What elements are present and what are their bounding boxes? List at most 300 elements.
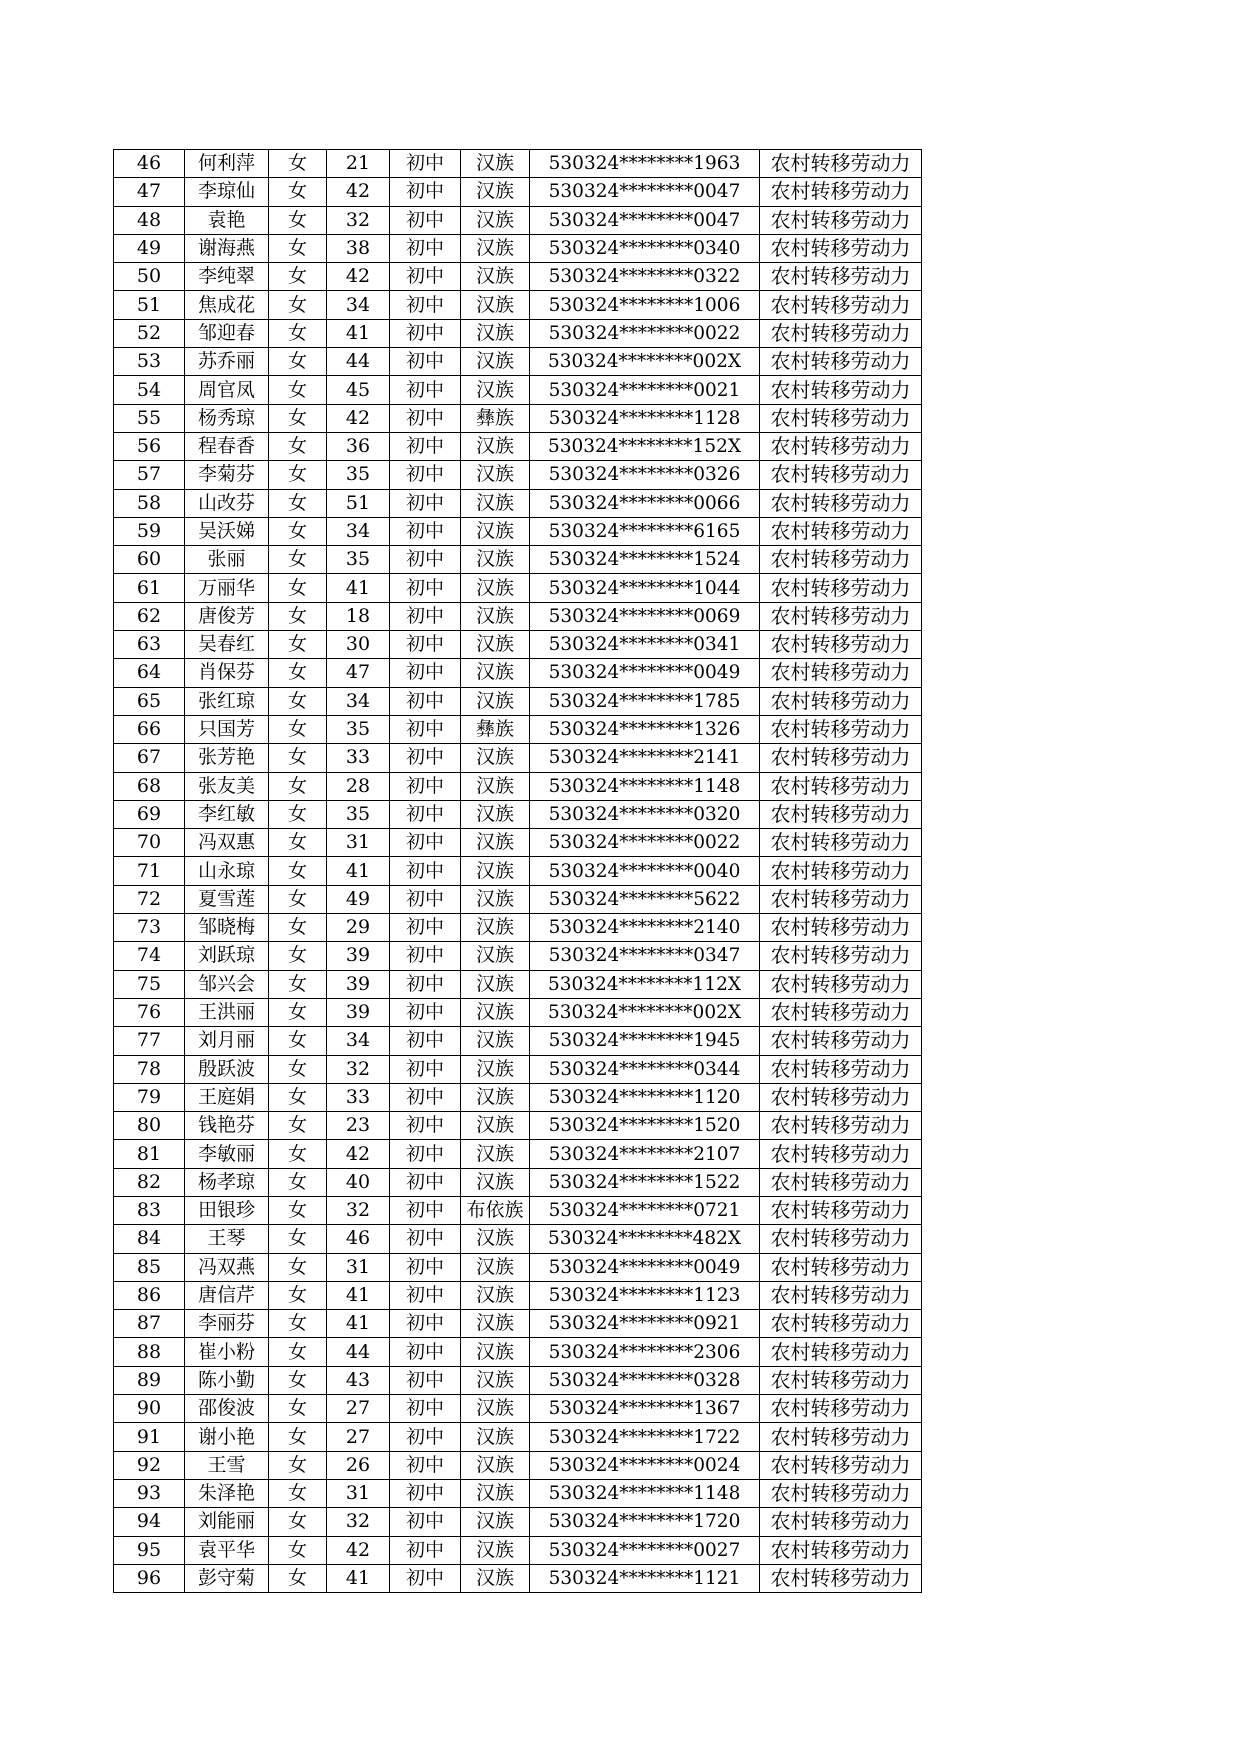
table-row	[114, 461, 922, 489]
name-cell: 邹迎春	[185, 319, 269, 347]
category-cell: 农村转移劳动力	[760, 1253, 922, 1281]
gender-cell: 女	[269, 914, 327, 942]
name-cell: 李纯翠	[185, 263, 269, 291]
table-row	[114, 1508, 922, 1536]
table-row	[114, 942, 922, 970]
education-cell: 初中	[390, 574, 461, 602]
table-row	[114, 1423, 922, 1451]
row-number-cell: 90	[114, 1395, 185, 1423]
name-cell: 万丽华	[185, 574, 269, 602]
name-cell: 山改芬	[185, 489, 269, 517]
name-cell: 唐俊芳	[185, 602, 269, 630]
table-row	[114, 1310, 922, 1338]
category-cell: 农村转移劳动力	[760, 857, 922, 885]
row-number-cell: 94	[114, 1508, 185, 1536]
category-cell: 农村转移劳动力	[760, 348, 922, 376]
table-row	[114, 574, 922, 602]
ethnicity-cell: 汉族	[461, 1338, 530, 1366]
education-cell: 初中	[390, 517, 461, 545]
gender-cell: 女	[269, 1196, 327, 1224]
gender-cell: 女	[269, 885, 327, 913]
name-cell: 王洪丽	[185, 998, 269, 1026]
id-number-cell: 530324********1963	[530, 150, 760, 178]
name-cell: 李丽芬	[185, 1310, 269, 1338]
education-cell: 初中	[390, 829, 461, 857]
table-row	[114, 1281, 922, 1309]
ethnicity-cell: 汉族	[461, 1479, 530, 1507]
table-row	[114, 1564, 922, 1592]
age-cell: 32	[327, 1508, 390, 1536]
row-number-cell: 61	[114, 574, 185, 602]
ethnicity-cell: 汉族	[461, 546, 530, 574]
table-row	[114, 546, 922, 574]
gender-cell: 女	[269, 942, 327, 970]
category-cell: 农村转移劳动力	[760, 178, 922, 206]
ethnicity-cell: 汉族	[461, 348, 530, 376]
id-number-cell: 530324********2140	[530, 914, 760, 942]
row-number-cell: 64	[114, 659, 185, 687]
ethnicity-cell: 汉族	[461, 1083, 530, 1111]
gender-cell: 女	[269, 715, 327, 743]
name-cell: 冯双惠	[185, 829, 269, 857]
category-cell: 农村转移劳动力	[760, 1083, 922, 1111]
age-cell: 32	[327, 206, 390, 234]
id-number-cell: 530324********0344	[530, 1055, 760, 1083]
ethnicity-cell: 汉族	[461, 857, 530, 885]
category-cell: 农村转移劳动力	[760, 517, 922, 545]
id-number-cell: 530324********1326	[530, 715, 760, 743]
name-cell: 朱泽艳	[185, 1479, 269, 1507]
gender-cell: 女	[269, 348, 327, 376]
table-row	[114, 914, 922, 942]
education-cell: 初中	[390, 461, 461, 489]
table-row	[114, 1451, 922, 1479]
ethnicity-cell: 汉族	[461, 602, 530, 630]
age-cell: 41	[327, 574, 390, 602]
category-cell: 农村转移劳动力	[760, 234, 922, 262]
table-row	[114, 1338, 922, 1366]
table-row	[114, 1395, 922, 1423]
row-number-cell: 91	[114, 1423, 185, 1451]
age-cell: 44	[327, 1338, 390, 1366]
category-cell: 农村转移劳动力	[760, 942, 922, 970]
ethnicity-cell: 布依族	[461, 1196, 530, 1224]
age-cell: 33	[327, 1083, 390, 1111]
gender-cell: 女	[269, 1310, 327, 1338]
category-cell: 农村转移劳动力	[760, 602, 922, 630]
ethnicity-cell: 汉族	[461, 319, 530, 347]
table-row	[114, 1140, 922, 1168]
education-cell: 初中	[390, 1225, 461, 1253]
education-cell: 初中	[390, 744, 461, 772]
gender-cell: 女	[269, 206, 327, 234]
ethnicity-cell: 汉族	[461, 234, 530, 262]
age-cell: 47	[327, 659, 390, 687]
row-number-cell: 79	[114, 1083, 185, 1111]
age-cell: 32	[327, 1196, 390, 1224]
table-row	[114, 1225, 922, 1253]
category-cell: 农村转移劳动力	[760, 461, 922, 489]
age-cell: 35	[327, 715, 390, 743]
age-cell: 34	[327, 687, 390, 715]
name-cell: 袁平华	[185, 1536, 269, 1564]
id-number-cell: 530324********0921	[530, 1310, 760, 1338]
id-number-cell: 530324********2107	[530, 1140, 760, 1168]
name-cell: 谢小艳	[185, 1423, 269, 1451]
table-row	[114, 234, 922, 262]
table-row	[114, 348, 922, 376]
name-cell: 李琼仙	[185, 178, 269, 206]
row-number-cell: 59	[114, 517, 185, 545]
ethnicity-cell: 汉族	[461, 263, 530, 291]
age-cell: 42	[327, 1140, 390, 1168]
id-number-cell: 530324********0049	[530, 659, 760, 687]
gender-cell: 女	[269, 744, 327, 772]
ethnicity-cell: 汉族	[461, 461, 530, 489]
category-cell: 农村转移劳动力	[760, 404, 922, 432]
name-cell: 何利萍	[185, 150, 269, 178]
age-cell: 34	[327, 517, 390, 545]
id-number-cell: 530324********1367	[530, 1395, 760, 1423]
name-cell: 邹晓梅	[185, 914, 269, 942]
category-cell: 农村转移劳动力	[760, 1310, 922, 1338]
row-number-cell: 62	[114, 602, 185, 630]
ethnicity-cell: 汉族	[461, 517, 530, 545]
category-cell: 农村转移劳动力	[760, 715, 922, 743]
education-cell: 初中	[390, 348, 461, 376]
education-cell: 初中	[390, 800, 461, 828]
table-row	[114, 1196, 922, 1224]
gender-cell: 女	[269, 376, 327, 404]
id-number-cell: 530324********1006	[530, 291, 760, 319]
name-cell: 李红敏	[185, 800, 269, 828]
category-cell: 农村转移劳动力	[760, 1338, 922, 1366]
education-cell: 初中	[390, 1479, 461, 1507]
table-row	[114, 602, 922, 630]
category-cell: 农村转移劳动力	[760, 1168, 922, 1196]
education-cell: 初中	[390, 1536, 461, 1564]
ethnicity-cell: 汉族	[461, 1451, 530, 1479]
ethnicity-cell: 汉族	[461, 178, 530, 206]
age-cell: 49	[327, 885, 390, 913]
education-cell: 初中	[390, 1083, 461, 1111]
name-cell: 刘跃琼	[185, 942, 269, 970]
table-row	[114, 744, 922, 772]
gender-cell: 女	[269, 517, 327, 545]
category-cell: 农村转移劳动力	[760, 432, 922, 460]
row-number-cell: 88	[114, 1338, 185, 1366]
id-number-cell: 530324********0721	[530, 1196, 760, 1224]
age-cell: 31	[327, 829, 390, 857]
id-number-cell: 530324********0328	[530, 1366, 760, 1394]
id-number-cell: 530324********2306	[530, 1338, 760, 1366]
ethnicity-cell: 汉族	[461, 631, 530, 659]
name-cell: 陈小勤	[185, 1366, 269, 1394]
category-cell: 农村转移劳动力	[760, 263, 922, 291]
id-number-cell: 530324********1520	[530, 1112, 760, 1140]
id-number-cell: 530324********6165	[530, 517, 760, 545]
row-number-cell: 51	[114, 291, 185, 319]
category-cell: 农村转移劳动力	[760, 1536, 922, 1564]
education-cell: 初中	[390, 234, 461, 262]
category-cell: 农村转移劳动力	[760, 914, 922, 942]
education-cell: 初中	[390, 178, 461, 206]
table-row	[114, 857, 922, 885]
age-cell: 39	[327, 998, 390, 1026]
ethnicity-cell: 汉族	[461, 1253, 530, 1281]
table-row	[114, 432, 922, 460]
row-number-cell: 69	[114, 800, 185, 828]
ethnicity-cell: 汉族	[461, 291, 530, 319]
education-cell: 初中	[390, 1366, 461, 1394]
id-number-cell: 530324********5622	[530, 885, 760, 913]
id-number-cell: 530324********1128	[530, 404, 760, 432]
table-row	[114, 659, 922, 687]
gender-cell: 女	[269, 602, 327, 630]
age-cell: 42	[327, 178, 390, 206]
category-cell: 农村转移劳动力	[760, 291, 922, 319]
ethnicity-cell: 汉族	[461, 914, 530, 942]
gender-cell: 女	[269, 772, 327, 800]
gender-cell: 女	[269, 1366, 327, 1394]
table-row	[114, 687, 922, 715]
age-cell: 39	[327, 942, 390, 970]
age-cell: 42	[327, 263, 390, 291]
row-number-cell: 53	[114, 348, 185, 376]
table-row	[114, 517, 922, 545]
gender-cell: 女	[269, 1225, 327, 1253]
category-cell: 农村转移劳动力	[760, 1055, 922, 1083]
gender-cell: 女	[269, 829, 327, 857]
category-cell: 农村转移劳动力	[760, 1140, 922, 1168]
ethnicity-cell: 汉族	[461, 1508, 530, 1536]
name-cell: 唐信芹	[185, 1281, 269, 1309]
row-number-cell: 73	[114, 914, 185, 942]
age-cell: 39	[327, 970, 390, 998]
name-cell: 李菊芬	[185, 461, 269, 489]
ethnicity-cell: 汉族	[461, 1168, 530, 1196]
row-number-cell: 54	[114, 376, 185, 404]
table-row	[114, 489, 922, 517]
id-number-cell: 530324********0022	[530, 319, 760, 347]
table-row	[114, 800, 922, 828]
name-cell: 山永琼	[185, 857, 269, 885]
category-cell: 农村转移劳动力	[760, 1508, 922, 1536]
table-row	[114, 1027, 922, 1055]
id-number-cell: 530324********0069	[530, 602, 760, 630]
table-row	[114, 1055, 922, 1083]
age-cell: 35	[327, 461, 390, 489]
category-cell: 农村转移劳动力	[760, 319, 922, 347]
ethnicity-cell: 汉族	[461, 885, 530, 913]
roster-table-body	[114, 150, 922, 1593]
category-cell: 农村转移劳动力	[760, 206, 922, 234]
name-cell: 苏乔丽	[185, 348, 269, 376]
name-cell: 只国芳	[185, 715, 269, 743]
category-cell: 农村转移劳动力	[760, 1479, 922, 1507]
row-number-cell: 65	[114, 687, 185, 715]
name-cell: 杨孝琼	[185, 1168, 269, 1196]
row-number-cell: 67	[114, 744, 185, 772]
name-cell: 钱艳芬	[185, 1112, 269, 1140]
table-row	[114, 291, 922, 319]
ethnicity-cell: 汉族	[461, 970, 530, 998]
ethnicity-cell: 汉族	[461, 1027, 530, 1055]
id-number-cell: 530324********1123	[530, 1281, 760, 1309]
gender-cell: 女	[269, 1055, 327, 1083]
id-number-cell: 530324********002X	[530, 348, 760, 376]
name-cell: 焦成花	[185, 291, 269, 319]
category-cell: 农村转移劳动力	[760, 1196, 922, 1224]
age-cell: 41	[327, 319, 390, 347]
ethnicity-cell: 汉族	[461, 1140, 530, 1168]
gender-cell: 女	[269, 178, 327, 206]
name-cell: 彭守菊	[185, 1564, 269, 1592]
education-cell: 初中	[390, 1112, 461, 1140]
gender-cell: 女	[269, 1168, 327, 1196]
education-cell: 初中	[390, 970, 461, 998]
category-cell: 农村转移劳动力	[760, 1423, 922, 1451]
id-number-cell: 530324********1522	[530, 1168, 760, 1196]
id-number-cell: 530324********0049	[530, 1253, 760, 1281]
id-number-cell: 530324********0047	[530, 206, 760, 234]
education-cell: 初中	[390, 914, 461, 942]
ethnicity-cell: 汉族	[461, 772, 530, 800]
name-cell: 殷跃波	[185, 1055, 269, 1083]
row-number-cell: 87	[114, 1310, 185, 1338]
education-cell: 初中	[390, 206, 461, 234]
age-cell: 21	[327, 150, 390, 178]
education-cell: 初中	[390, 1508, 461, 1536]
age-cell: 36	[327, 432, 390, 460]
education-cell: 初中	[390, 1253, 461, 1281]
gender-cell: 女	[269, 404, 327, 432]
row-number-cell: 56	[114, 432, 185, 460]
name-cell: 田银珍	[185, 1196, 269, 1224]
education-cell: 初中	[390, 1055, 461, 1083]
age-cell: 32	[327, 1055, 390, 1083]
row-number-cell: 76	[114, 998, 185, 1026]
gender-cell: 女	[269, 1423, 327, 1451]
age-cell: 18	[327, 602, 390, 630]
age-cell: 46	[327, 1225, 390, 1253]
category-cell: 农村转移劳动力	[760, 150, 922, 178]
gender-cell: 女	[269, 1508, 327, 1536]
row-number-cell: 66	[114, 715, 185, 743]
row-number-cell: 82	[114, 1168, 185, 1196]
name-cell: 王庭娟	[185, 1083, 269, 1111]
category-cell: 农村转移劳动力	[760, 885, 922, 913]
name-cell: 张丽	[185, 546, 269, 574]
ethnicity-cell: 彝族	[461, 404, 530, 432]
row-number-cell: 81	[114, 1140, 185, 1168]
ethnicity-cell: 汉族	[461, 998, 530, 1026]
id-number-cell: 530324********0066	[530, 489, 760, 517]
row-number-cell: 70	[114, 829, 185, 857]
education-cell: 初中	[390, 631, 461, 659]
row-number-cell: 95	[114, 1536, 185, 1564]
category-cell: 农村转移劳动力	[760, 829, 922, 857]
gender-cell: 女	[269, 1395, 327, 1423]
id-number-cell: 530324********1720	[530, 1508, 760, 1536]
id-number-cell: 530324********1524	[530, 546, 760, 574]
row-number-cell: 75	[114, 970, 185, 998]
gender-cell: 女	[269, 574, 327, 602]
education-cell: 初中	[390, 659, 461, 687]
ethnicity-cell: 汉族	[461, 687, 530, 715]
education-cell: 初中	[390, 1140, 461, 1168]
education-cell: 初中	[390, 1451, 461, 1479]
id-number-cell: 530324********0326	[530, 461, 760, 489]
name-cell: 王琴	[185, 1225, 269, 1253]
id-number-cell: 530324********1945	[530, 1027, 760, 1055]
education-cell: 初中	[390, 998, 461, 1026]
age-cell: 31	[327, 1253, 390, 1281]
education-cell: 初中	[390, 857, 461, 885]
ethnicity-cell: 汉族	[461, 1395, 530, 1423]
education-cell: 初中	[390, 150, 461, 178]
ethnicity-cell: 汉族	[461, 1225, 530, 1253]
row-number-cell: 96	[114, 1564, 185, 1592]
row-number-cell: 71	[114, 857, 185, 885]
table-row	[114, 178, 922, 206]
name-cell: 谢海燕	[185, 234, 269, 262]
name-cell: 周官凤	[185, 376, 269, 404]
gender-cell: 女	[269, 857, 327, 885]
table-row	[114, 1083, 922, 1111]
education-cell: 初中	[390, 602, 461, 630]
ethnicity-cell: 汉族	[461, 1536, 530, 1564]
gender-cell: 女	[269, 319, 327, 347]
gender-cell: 女	[269, 432, 327, 460]
row-number-cell: 92	[114, 1451, 185, 1479]
table-row	[114, 715, 922, 743]
table-row	[114, 319, 922, 347]
category-cell: 农村转移劳动力	[760, 1564, 922, 1592]
id-number-cell: 530324********0040	[530, 857, 760, 885]
ethnicity-cell: 汉族	[461, 1564, 530, 1592]
row-number-cell: 47	[114, 178, 185, 206]
row-number-cell: 86	[114, 1281, 185, 1309]
gender-cell: 女	[269, 489, 327, 517]
name-cell: 吴春红	[185, 631, 269, 659]
name-cell: 肖保芬	[185, 659, 269, 687]
row-number-cell: 57	[114, 461, 185, 489]
category-cell: 农村转移劳动力	[760, 744, 922, 772]
category-cell: 农村转移劳动力	[760, 376, 922, 404]
row-number-cell: 74	[114, 942, 185, 970]
education-cell: 初中	[390, 772, 461, 800]
name-cell: 吴沃娣	[185, 517, 269, 545]
education-cell: 初中	[390, 489, 461, 517]
ethnicity-cell: 汉族	[461, 1310, 530, 1338]
age-cell: 34	[327, 1027, 390, 1055]
id-number-cell: 530324********0022	[530, 829, 760, 857]
gender-cell: 女	[269, 970, 327, 998]
category-cell: 农村转移劳动力	[760, 659, 922, 687]
ethnicity-cell: 汉族	[461, 1423, 530, 1451]
name-cell: 夏雪莲	[185, 885, 269, 913]
gender-cell: 女	[269, 1451, 327, 1479]
education-cell: 初中	[390, 1281, 461, 1309]
row-number-cell: 46	[114, 150, 185, 178]
table-row	[114, 1536, 922, 1564]
table-row	[114, 772, 922, 800]
ethnicity-cell: 汉族	[461, 150, 530, 178]
age-cell: 26	[327, 1451, 390, 1479]
gender-cell: 女	[269, 1479, 327, 1507]
id-number-cell: 530324********0021	[530, 376, 760, 404]
